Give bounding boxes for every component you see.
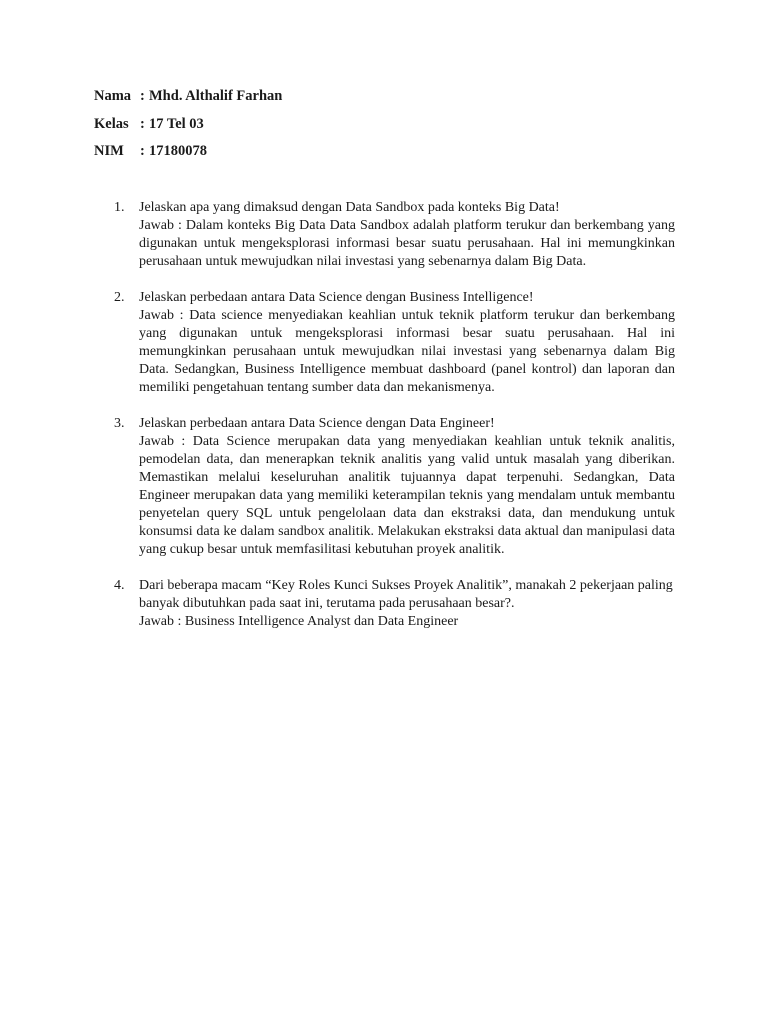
question-number: 1. [114, 200, 125, 215]
kelas-separator: : [140, 115, 145, 132]
student-info [94, 86, 282, 169]
question-number: 4. [114, 578, 125, 593]
question-number: 3. [114, 416, 125, 431]
answer-text: Jawab : Dalam konteks Big Data Data Sandbox adalah platform terukur dan berkembang yang digunakan untuk mengeksplorasi informasi besar suatu perusahaan. Hal ini memungkinkan perusahaan untuk mewujudkan nilai investasi yang sebenarnya dalam Big Data. [139, 218, 675, 269]
question-text: Jelaskan apa yang dimaksud dengan Data Sandbox pada konteks Big Data! [139, 200, 560, 215]
nama-separator: : [140, 88, 145, 104]
nim-value: 17180078 [149, 143, 207, 159]
question-list [114, 199, 675, 649]
kelas-value: 17 Tel 03 [149, 115, 204, 132]
nama-label: Nama [94, 88, 132, 104]
kelas-label: Kelas [94, 115, 129, 132]
answer-text: Jawab : Business Intelligence Analyst dan Data Engineer [139, 614, 459, 629]
question-text: Dari beberapa macam “Key Roles Kunci Sukses Proyek Analitik”, manakah 2 pekerjaan paling banyak dibutuhkan pada saat ini, terutama pada perusahaan besar?. [139, 578, 673, 611]
nama-value: Mhd. Althalif Farhan [149, 88, 283, 104]
question-text: Jelaskan perbedaan antara Data Science dengan Business Intelligence! [139, 290, 534, 305]
question-text: Jelaskan perbedaan antara Data Science dengan Data Engineer! [139, 416, 495, 431]
question-item [114, 199, 675, 271]
answer-text: Jawab : Data Science merupakan data yang menyediakan keahlian untuk teknik analitis, pemodelan data, dan menerapkan teknik analitis yang valid untuk masalah yang diberikan. Memastikan melalui keseluruhan analitik tujuannya dapat terpenuhi. Sedangkan, Data Engineer merupakan data yang memiliki keterampilan teknis yang mendalam untuk membantu penyetelan query SQL untuk pengelolaan data dan ekstraksi data, dan mendukung untuk konsumsi data ke dalam sandbox analitik. Melakukan ekstraksi data aktual dan manipulasi data yang cukup besar untuk memfasilitasi kebutuhan proyek analitik. [139, 434, 675, 557]
question-item [114, 577, 675, 631]
nim-label: NIM [94, 143, 124, 159]
question-number: 2. [114, 290, 125, 305]
nama-row [94, 86, 282, 114]
nim-separator: : [140, 143, 145, 159]
nim-row [94, 141, 282, 169]
kelas-row [94, 114, 282, 142]
question-item [114, 289, 675, 397]
question-item [114, 415, 675, 559]
answer-text: Jawab : Data science menyediakan keahlian untuk teknik platform terukur dan berkembang yang digunakan untuk mengeksplorasi informasi besar suatu perusahaan. Hal ini memungkinkan perusahaan untuk mewujudkan nilai investasi yang sebenarnya dalam Big Data. Sedangkan, Business Intelligence membuat dashboard (panel kontrol) dan laporan dan memiliki pengetahuan tentang sumber data dan mekanismenya. [139, 308, 675, 395]
